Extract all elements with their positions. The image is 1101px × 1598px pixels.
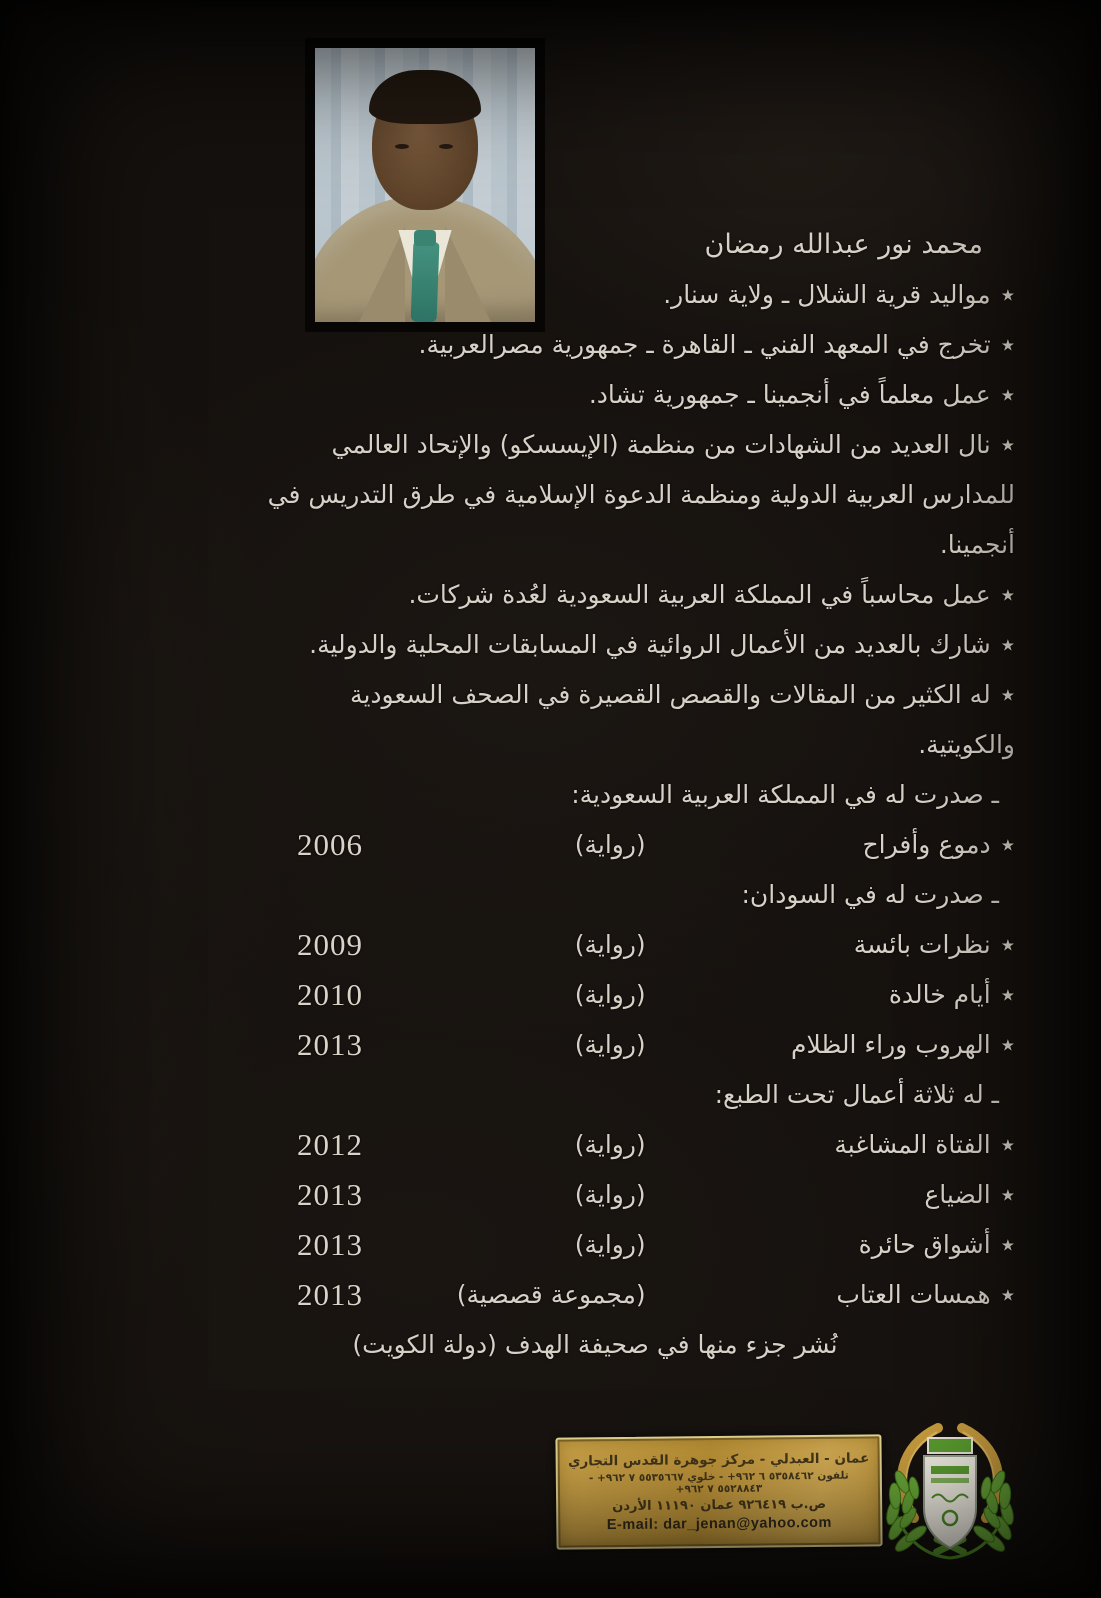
work-year: 2012 (297, 1127, 363, 1162)
bullet-star-icon: ٭ (1000, 1180, 1015, 1210)
bullet-star-icon: ٭ (1000, 830, 1015, 860)
bio-text: للمدارس العربية الدولية ومنظمة الدعوة الإسلامية في طرق التدريس في (267, 480, 1015, 509)
bullet-star-icon: ٭ (1000, 280, 1015, 310)
laurel-emblem-icon (880, 1416, 1020, 1576)
work-genre: (رواية) (574, 1230, 646, 1259)
work-genre: (مجموعة قصصية) (456, 1280, 646, 1309)
work-genre: (رواية) (574, 1030, 646, 1059)
work-genre: (رواية) (574, 980, 646, 1009)
work-year: 2010 (297, 977, 363, 1012)
bio-line (85, 420, 1015, 470)
bullet-star-icon: ٭ (1000, 1130, 1015, 1160)
bullet-star-icon: ٭ (1000, 430, 1015, 460)
work-row (85, 1220, 1015, 1270)
bio-line (85, 670, 1015, 720)
author-name: محمد نور عبدالله رمضان (704, 229, 983, 260)
work-title: أشواق حائرة (858, 1230, 991, 1259)
bio-line-continuation (85, 720, 1015, 770)
work-year: 2009 (297, 927, 363, 962)
bio-line (85, 620, 1015, 670)
bio-text: نال العديد من الشهادات من منظمة (الإيسسكو) والإتحاد العالمي (331, 430, 991, 459)
work-row (85, 1270, 1015, 1320)
work-year: 2013 (297, 1177, 363, 1212)
bullet-star-icon: ٭ (1000, 930, 1015, 960)
bullet-star-icon: ٭ (1000, 680, 1015, 710)
work-row (85, 1120, 1015, 1170)
section-header-sudan: ـ صدرت له في السودان: (741, 880, 999, 909)
portrait-eye (439, 144, 453, 149)
work-title: الضياع (924, 1180, 991, 1209)
publisher-email: E-mail: dar_jenan@yahoo.com (606, 1514, 832, 1534)
bio-text: عمل محاسباً في المملكة العربية السعودية لعُدة شركات. (408, 580, 991, 609)
work-genre: (رواية) (574, 1130, 646, 1159)
work-title: الهروب وراء الظلام (790, 1030, 991, 1059)
work-row (85, 1170, 1015, 1220)
bio-text: أنجمينا. (939, 530, 1015, 559)
work-title: الفتاة المشاغبة (834, 1130, 991, 1159)
work-row (85, 1020, 1015, 1070)
bullet-star-icon: ٭ (1000, 580, 1015, 610)
bio-text: والكويتية. (918, 730, 1015, 759)
work-row (85, 820, 1015, 870)
bio-line (85, 320, 1015, 370)
bullet-star-icon: ٭ (1000, 1280, 1015, 1310)
bio-text: مواليد قرية الشلال ـ ولاية سنار. (663, 280, 991, 309)
work-row (85, 920, 1015, 970)
work-genre: (رواية) (574, 1180, 646, 1209)
publisher-address: عمان - العبدلي - مركز جوهرة القدس التجاري (567, 1450, 870, 1470)
bullet-star-icon: ٭ (1000, 330, 1015, 360)
portrait-eye (395, 144, 409, 149)
publisher-pobox: ص.ب ٩٢٦٤١٩ عمان ١١١٩٠ الأردن (612, 1496, 827, 1515)
work-title: نظرات بائسة (853, 930, 991, 959)
bio-line-continuation (85, 470, 1015, 520)
bio-text: له الكثير من المقالات والقصص القصيرة في الصحف السعودية (350, 680, 991, 709)
section-header-in-print: ـ له ثلاثة أعمال تحت الطبع: (714, 1080, 999, 1109)
work-title: همسات العتاب (836, 1280, 991, 1309)
bio-text: تخرج في المعهد الفني ـ القاهرة ـ جمهورية مصرالعربية. (418, 330, 991, 359)
bio-line (85, 270, 1015, 320)
work-year: 2013 (297, 1227, 363, 1262)
work-title: أيام خالدة (888, 980, 991, 1009)
work-genre: (رواية) (574, 930, 646, 959)
work-title: دموع وأفراح (862, 830, 991, 859)
section-header-ksa: ـ صدرت له في المملكة العربية السعودية: (571, 780, 999, 809)
bio-text-column (85, 220, 1015, 1370)
bullet-star-icon: ٭ (1000, 1030, 1015, 1060)
bio-line (85, 570, 1015, 620)
bullet-star-icon: ٭ (1000, 980, 1015, 1010)
work-row (85, 970, 1015, 1020)
work-year: 2013 (297, 1027, 363, 1062)
publisher-label (555, 1434, 882, 1549)
bio-text: شارك بالعديد من الأعمال الروائية في المسابقات المحلية والدولية. (309, 630, 991, 659)
footnote: نُشر جزء منها في صحيفة الهدف (دولة الكويت) (352, 1330, 838, 1359)
bio-line (85, 370, 1015, 420)
bio-text: عمل معلماً في أنجمينا ـ جمهورية تشاد. (588, 380, 991, 409)
publisher-phones: تلفون ٥٣٥٨٤٦٢ ٦ ٩٦٢+ - خلوي ٥٥٣٥٦٦٧ ٧ ٩٦٢+ - ٥٥٢٨٨٤٣ ٧ ٩٦٢+ (588, 1469, 849, 1496)
bullet-star-icon: ٭ (1000, 380, 1015, 410)
work-year: 2006 (297, 827, 363, 862)
work-genre: (رواية) (574, 830, 646, 859)
bullet-star-icon: ٭ (1000, 630, 1015, 660)
work-year: 2013 (297, 1277, 363, 1312)
bio-line-continuation (85, 520, 1015, 570)
publisher-logo (880, 1416, 1020, 1576)
bullet-star-icon: ٭ (1000, 1230, 1015, 1260)
